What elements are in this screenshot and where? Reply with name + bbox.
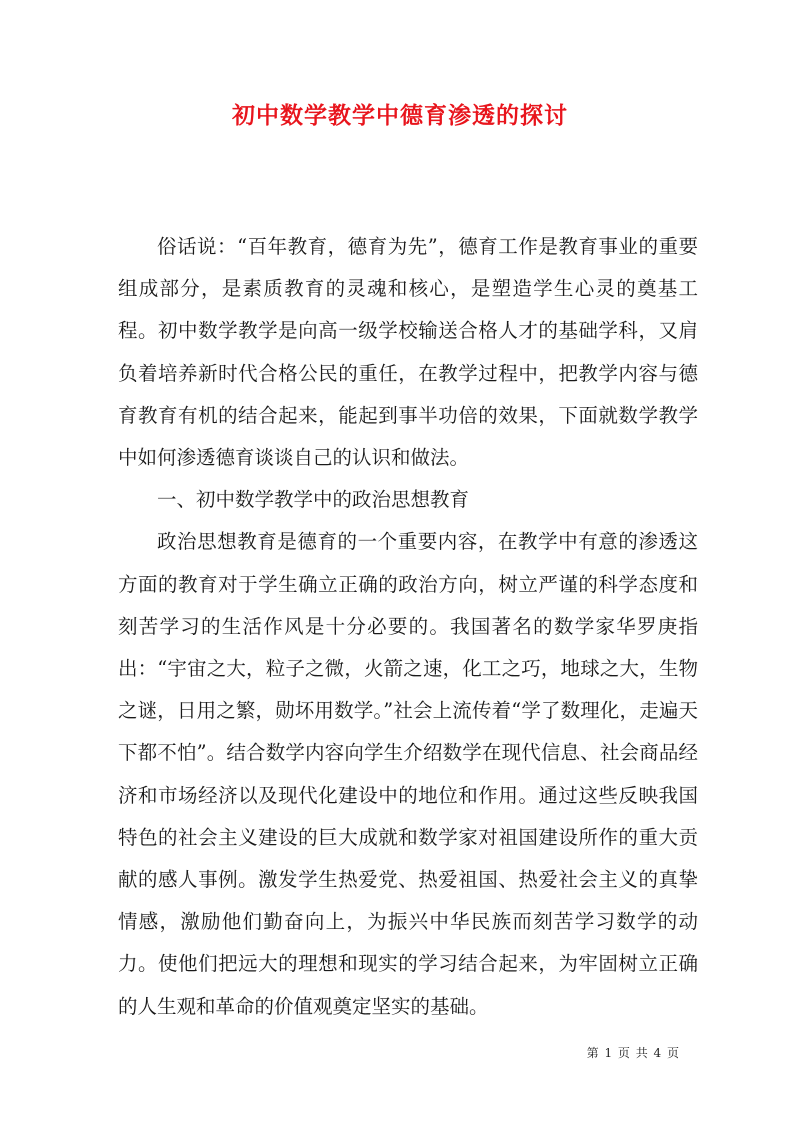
page-number-footer: 第 1 页 共 4 页 [586,1046,680,1060]
paragraph-political-education: 政治思想教育是德育的一个重要内容，在教学中有意的渗透这方面的教育对于学生确立正确的政治方向，树立严谨的科学态度和刻苦学习的生活作风是十分必要的。我国著名的数学家华罗庚指出：“宇宙之大，粒子之微，火箭之速，化工之巧，地球之大，生物之谜，日用之繁，勋坏用数学。”社会上流传着“学了数理化，走遍天下都不怕”。结合数学内容向学生介绍数学在现代信息、社会商品经济和市场经济以及现代化建设中的地位和作用。通过这些反映我国特色的社会主义建设的巨大成就和数学家对祖国建设所作的重大贡献的感人事例。激发学生热爱党、热爱祖国、热爱社会主义的真挚情感，激励他们勤奋向上，为振兴中华民族而刻苦学习数学的动力。使他们把远大的理想和现实的学习结合起来，为牢固树立正确的人生观和革命的价值观奠定坚实的基础。 [118,530,698,1018]
document-title: 初中数学教学中德育渗透的探讨 [232,102,568,129]
paragraph-intro: 俗话说：“百年教育，德育为先”，德育工作是教育事业的重要组成部分，是素质教育的灵魂和核心，是塑造学生心灵的奠基工程。初中数学教学是向高一级学校输送合格人才的基础学科，又肩负着培养新时代合格公民的重任，在教学过程中，把教学内容与德育教育有机的结合起来，能起到事半功倍的效果，下面就数学教学中如何渗透德育谈谈自己的认识和做法。 [118,235,698,470]
section-heading-1: 一、初中数学教学中的政治思想教育 [157,488,470,512]
document-body [118,226,698,1028]
